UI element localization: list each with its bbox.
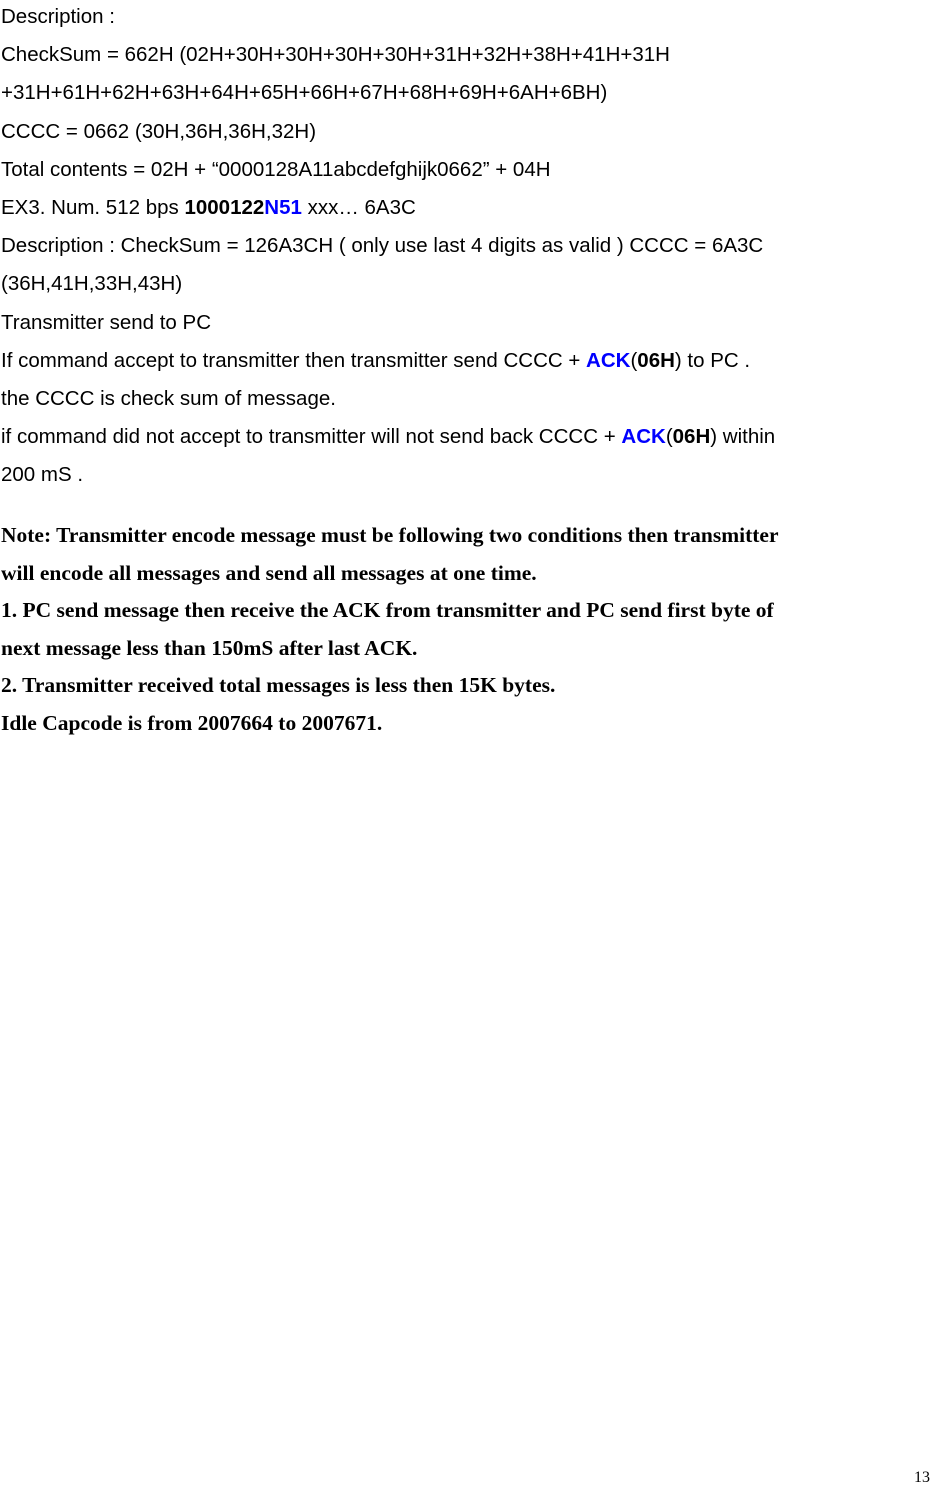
description-label: Description : [1,5,115,28]
reject-open-paren: ( [665,425,673,449]
total-contents-line: Total contents = 02H + “0000128A11abcdefghijk0662” + 04H [1,157,551,181]
cccc-line: CCCC = 0662 (30H,36H,36H,32H) [1,119,317,143]
ack-code: 06H [672,425,711,449]
reject-suffix: ) within [710,425,776,449]
accept-open-paren: ( [630,348,638,372]
example-3-function: N51 [264,195,302,219]
cccc-hex-line: (36H,41H,33H,43H) [1,272,183,296]
note-condition-2: 2. Transmitter received total messages is less then 15K bytes. [1,673,556,697]
example-3-suffix: xxx… 6A3C [301,195,416,219]
idle-capcode-line: Idle Capcode is from 2007664 to 2007671. [1,710,383,735]
timeout-line: 200 mS . [1,463,84,487]
accept-line [1,342,936,380]
note-condition-1-continued: next message less than 150mS after last ACK. [1,635,418,660]
ack-code: 06H [637,348,675,372]
note-line-2: will encode all messages and send all messages at one time. [1,560,537,585]
example-3-line [1,189,936,227]
description-checksum-line: Description : CheckSum = 126A3CH ( only use last 4 digits as valid ) CCCC = 6A3C [1,234,764,258]
checksum-line-continued: +31H+61H+62H+63H+64H+65H+66H+67H+68H+69H+6AH+6BH) [1,81,608,105]
reject-prefix: if command did not accept to transmitter will not send back CCCC + [1,425,622,449]
note-condition-1: 1. PC send message then receive the ACK from transmitter and PC send first byte of [1,598,774,622]
example-3-capcode: 1000122 [184,195,265,219]
page-number: 13 [914,1469,930,1486]
accept-suffix: ) to PC . [674,348,751,372]
body-text [1,0,936,494]
accept-prefix: If command accept to transmitter then transmitter send CCCC + [1,348,587,372]
transmitter-heading: Transmitter send to PC [1,310,212,334]
ack-keyword: ACK [586,348,631,372]
note-block [1,517,936,742]
note-line-1: Note: Transmitter encode message must be following two conditions then transmitter [1,523,779,547]
checksum-note-line: the CCCC is check sum of message. [1,386,336,410]
example-3-prefix: EX3. Num. 512 bps [1,195,185,219]
ack-keyword: ACK [621,425,666,449]
checksum-line: CheckSum = 662H (02H+30H+30H+30H+30H+31H+32H+38H+41H+31H [1,43,670,67]
reject-line [1,418,936,456]
